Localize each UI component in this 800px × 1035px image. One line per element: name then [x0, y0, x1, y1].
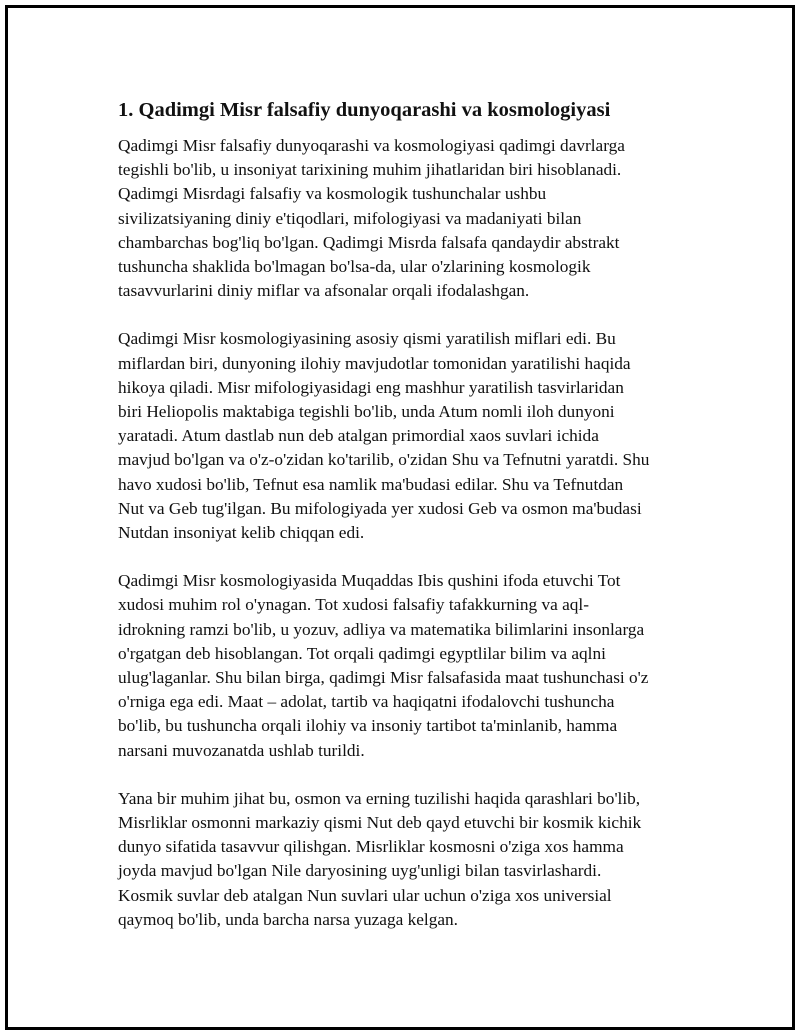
text-line: yaratadi. Atum dastlab nun deb atalgan primordial xaos suvlari ichida: [118, 426, 599, 446]
document-page: [5, 5, 795, 1030]
text-line: joyda mavjud bo'lgan Nile daryosining uyg'unligi bilan tasvirlashardi.: [118, 861, 602, 881]
text-line: Nut va Geb tug'ilgan. Bu mifologiyada yer xudosi Geb va osmon ma'budasi: [118, 498, 642, 518]
text-line: sivilizatsiyaning diniy e'tiqodlari, mifologiyasi va madaniyati bilan: [118, 208, 582, 228]
text-line: tushuncha shaklida bo'lmagan bo'lsa-da, ular o'zlarining kosmologik: [118, 257, 591, 277]
text-line: o'rniga ega edi. Maat – adolat, tartib va haqiqatni ifodalovchi tushuncha: [118, 692, 615, 712]
text-line: Qadimgi Misr kosmologiyasida Muqaddas Ibis qushini ifoda etuvchi Tot: [118, 571, 621, 591]
paragraph-1: [118, 134, 698, 303]
text-line: Qadimgi Misr kosmologiyasining asosiy qismi yaratilish miflari edi. Bu: [118, 329, 616, 349]
text-line: chambarchas bog'liq bo'lgan. Qadimgi Misrda falsafa qandaydir abstrakt: [118, 232, 620, 252]
text-line: mavjud bo'lgan va o'z-o'zidan ko'tarilib, o'zidan Shu va Tefnutni yaratdi. Shu: [118, 450, 650, 470]
text-line: biri Heliopolis maktabiga tegishli bo'lib, unda Atum nomli iloh dunyoni: [118, 402, 615, 422]
text-line: bo'lib, bu tushuncha orqali ilohiy va insoniy tartibot ta'minlanib, hamma: [118, 716, 618, 736]
text-line: Qadimgi Misr falsafiy dunyoqarashi va kosmologiyasi qadimgi davrlarga: [118, 136, 625, 155]
text-line: Misrliklar osmonni markaziy qismi Nut deb qayd etuvchi bir kosmik kichik: [118, 813, 642, 833]
text-line: hikoya qiladi. Misr mifologiyasidagi eng mashhur yaratilish tasvirlaridan: [118, 377, 624, 397]
paragraph-3: [118, 569, 698, 763]
section-heading: 1. Qadimgi Misr falsafiy dunyoqarashi va kosmologiyasi: [118, 99, 611, 121]
document-content: [118, 96, 698, 956]
text-line: xudosi muhim rol o'ynagan. Tot xudosi falsafiy tafakkurning va aql-: [118, 595, 589, 615]
text-line: ulug'laganlar. Shu bilan birga, qadimgi Misr falsafasida maat tushunchasi o'z: [118, 668, 649, 688]
text-line: dunyo sifatida tasavvur qilishgan. Misrliklar kosmosni o'ziga xos hamma: [118, 837, 624, 857]
text-line: narsani muvozanatda ushlab turildi.: [118, 740, 365, 760]
text-line: tasavvurlarini diniy miflar va afsonalar orqali ifodalashgan.: [118, 281, 530, 301]
text-line: qaymoq bo'lib, unda barcha narsa yuzaga kelgan.: [118, 909, 458, 929]
paragraph-2: [118, 327, 698, 545]
text-line: havo xudosi bo'lib, Tefnut esa namlik ma'budasi edilar. Shu va Tefnutdan: [118, 474, 624, 494]
text-line: Yana bir muhim jihat bu, osmon va erning tuzilishi haqida qarashlari bo'lib,: [118, 788, 641, 808]
text-line: tegishli bo'lib, u insoniyat tarixining muhim jihatlaridan biri hisoblanadi.: [118, 160, 622, 180]
text-line: Qadimgi Misrdagi falsafiy va kosmologik tushunchalar ushbu: [118, 184, 547, 204]
text-line: idrokning ramzi bo'lib, u yozuv, adliya va matematika bilimlarini insonlarga: [118, 619, 645, 639]
text-line: Kosmik suvlar deb atalgan Nun suvlari ular uchun o'ziga xos universial: [118, 885, 612, 905]
text-line: o'rgatgan deb hisoblangan. Tot orqali qadimgi egyptlilar bilim va aqlni: [118, 643, 606, 663]
text-line: miflardan biri, dunyoning ilohiy mavjudotlar tomonidan yaratilishi haqida: [118, 353, 631, 373]
text-line: Nutdan insoniyat kelib chiqqan edi.: [118, 523, 365, 543]
paragraph-4: [118, 787, 698, 932]
